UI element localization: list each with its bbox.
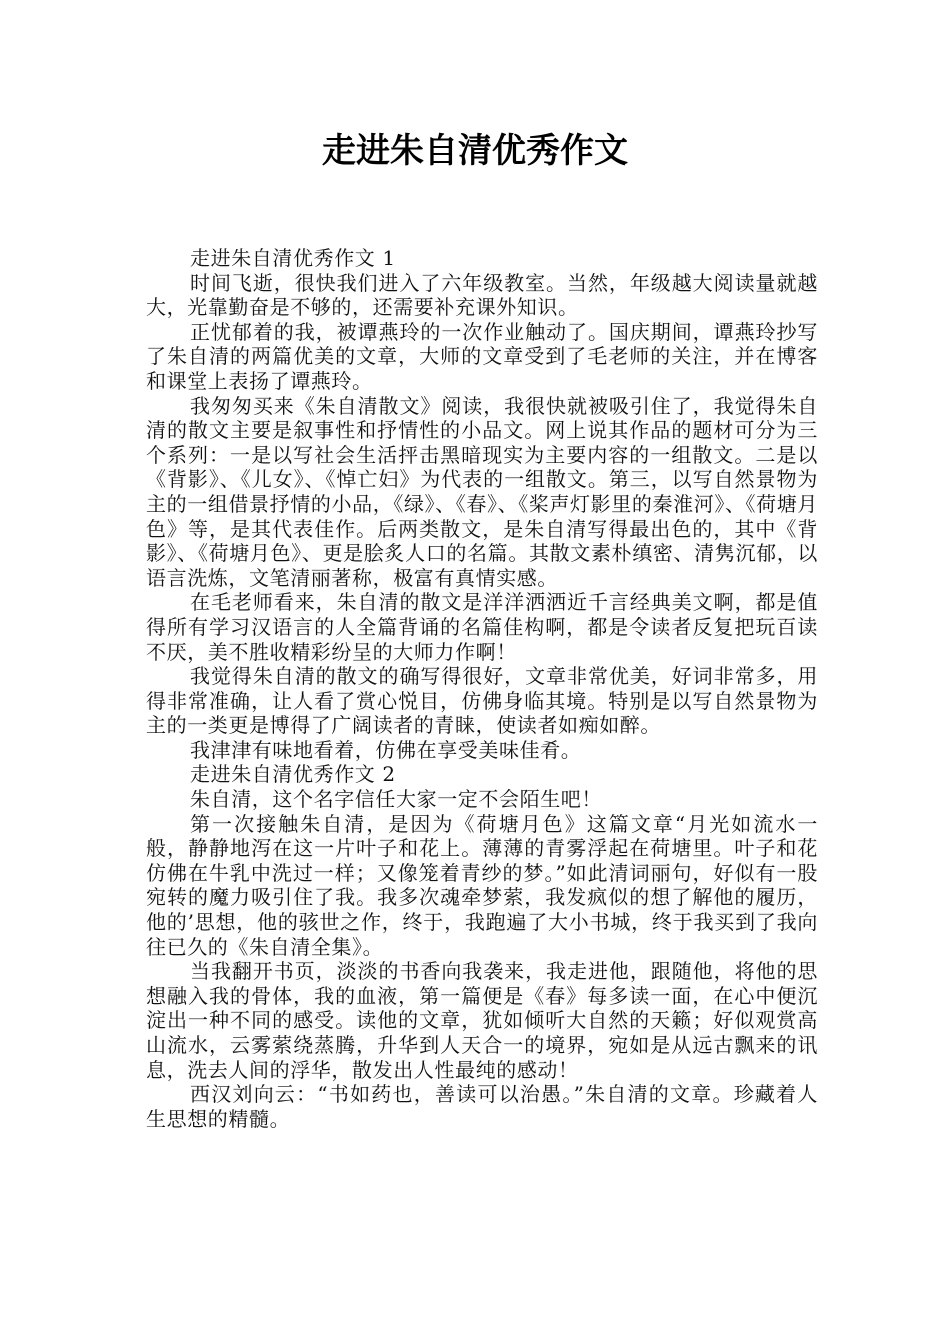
- paragraph: 我匆匆买来《朱自清散文》阅读，我很快就被吸引住了，我觉得朱自清的散文主要是叙事性和抒情性的小品文。网上说其作品的题材可分为三个系列：一是以写社会生活抨击黑暗现实为主要内容的一组散文。二是以《背影》、《儿女》、《悼亡妇》为代表的一组散文。第三，以写自然景物为主的一组借景抒情的小品，《绿》、《春》、《桨声灯影里的秦淮河》、《荷塘月色》等，是其代表佳作。后两类散文，是朱自清写得最出色的，其中《背影》、《荷塘月色》、更是脍炙人口的名篇。其散文素朴缜密、清隽沉郁，以语言洗炼，文笔清丽著称，极富有真情实感。: [146, 393, 818, 590]
- paragraph: 当我翻开书页，淡淡的书香向我袭来，我走进他，跟随他，将他的思想融入我的骨体，我的血液，第一篇便是《春》每多读一面，在心中便沉淀出一种不同的感受。读他的文章，犹如倾听大自然的天籁；好似观赏高山流水，云雾萦绕蒸腾，升华到人天合一的境界，宛如是从远古飘来的讯息，洗去人间的浮华，散发出人性最纯的感动！: [146, 959, 818, 1082]
- paragraph: 时间飞逝，很快我们进入了六年级教室。当然，年级越大阅读量就越大，光靠勤奋是不够的，还需要补充课外知识。: [146, 270, 818, 320]
- paragraph: 我觉得朱自清的散文的确写得很好，文章非常优美，好词非常多，用得非常准确，让人看了赏心悦目，仿佛身临其境。特别是以写自然景物为主的一类更是博得了广阔读者的青睐，使读者如痴如醉。: [146, 664, 818, 738]
- section-heading-1: 走进朱自清优秀作文 1: [190, 246, 396, 270]
- paragraph: 西汉刘向云：“书如药也，善读可以治愚。”朱自清的文章。珍藏着人生思想的精髓。: [146, 1082, 818, 1131]
- document-body: [146, 246, 818, 1131]
- section-heading-2: 走进朱自清优秀作文 2: [190, 762, 396, 787]
- paragraph: 我津津有味地看着，仿佛在享受美味佳肴。: [190, 737, 582, 762]
- paragraph: 第一次接触朱自清，是因为《荷塘月色》这篇文章“月光如流水一般，静静地泻在这一片叶子和花上。薄薄的青雾浮起在荷塘里。叶子和花仿佛在牛乳中洗过一样；又像笼着青纱的梦。”如此清词丽句，好似有一股宛转的魔力吸引住了我。我多次魂牵梦萦，我发疯似的想了解他的履历，他的’思想，他的骇世之作，终于，我跑遍了大小书城，终于我买到了我向往已久的《朱自清全集》。: [146, 811, 818, 959]
- paragraph: 在毛老师看来，朱自清的散文是洋洋洒洒近千言经典美文啊，都是值得所有学习汉语言的人全篇背诵的名篇佳构啊，都是令读者反复把玩百读不厌，美不胜收精彩纷呈的大师力作啊！: [146, 590, 818, 664]
- paragraph: 正忧郁着的我，被谭燕玲的一次作业触动了。国庆期间，谭燕玲抄写了朱自清的两篇优美的文章，大师的文章受到了毛老师的关注，并在博客和课堂上表扬了谭燕玲。: [146, 319, 818, 393]
- document-title: 走进朱自清优秀作文: [322, 131, 628, 171]
- paragraph: 朱自清，这个名字信任大家一定不会陌生吧！: [190, 787, 602, 812]
